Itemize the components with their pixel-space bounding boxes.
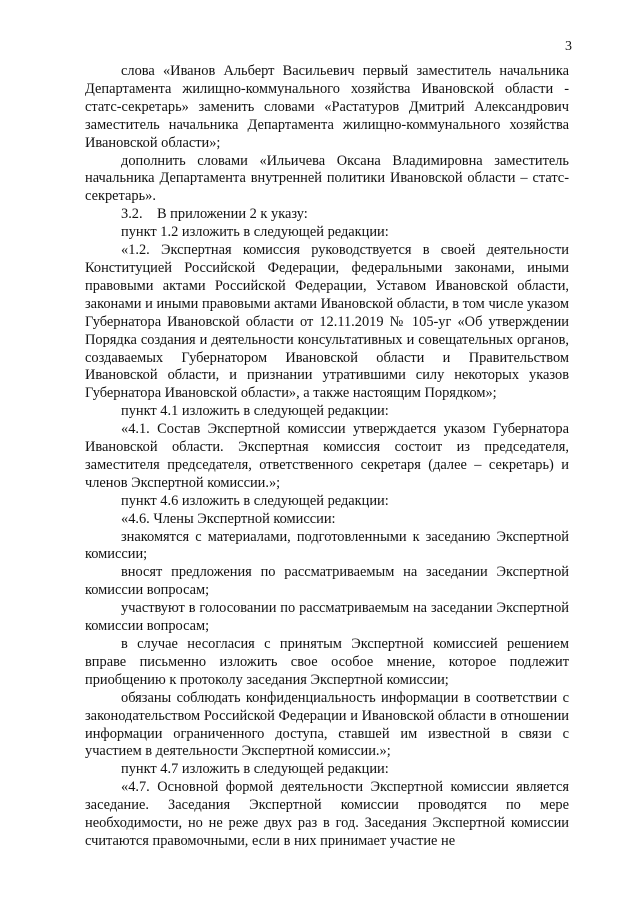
paragraph: 3.2. В приложении 2 к указу: (121, 206, 308, 223)
paragraph: дополнить словами «Ильичева Оксана Владимировна заместитель начальника Департамента внутренней политики Ивановской области – статс-секретарь». (85, 152, 569, 205)
paragraph: обязаны соблюдать конфиденциальность информации в соответствии с законодательством Российской Федерации и Ивановской области в отношении информации ограниченного доступа, ставшей им известной в связи с участием в деятельности Экспертной комиссии.»; (85, 689, 569, 760)
paragraph: пункт 1.2 изложить в следующей редакции: (121, 224, 389, 241)
paragraph: в случае несогласия с принятым Экспертной комиссией решением вправе письменно изложить свое особое мнение, которое подлежит приобщению к протоколу заседания Экспертной комиссии; (85, 636, 569, 688)
paragraph: пункт 4.6 изложить в следующей редакции: (121, 492, 389, 509)
paragraph: «4.6. Члены Экспертной комиссии: (121, 510, 336, 527)
paragraph: пункт 4.7 изложить в следующей редакции: (121, 761, 389, 778)
paragraph: пункт 4.1 изложить в следующей редакции: (121, 403, 389, 420)
paragraph: «4.7. Основной формой деятельности Экспертной комиссии является заседание. Заседания Экспертной комиссии проводятся по мере необходимости, но не реже двух раз в год. Заседания Экспертной комиссии считаются правомочными, если в них принимает участие не (85, 779, 569, 849)
page-number: 3 (565, 39, 572, 54)
paragraph: вносят предложения по рассматриваемым на заседании Экспертной комиссии вопросам; (85, 564, 569, 599)
paragraph: участвуют в голосовании по рассматриваемым на заседании Экспертной комиссии вопросам; (85, 600, 569, 635)
paragraph: знакомятся с материалами, подготовленными к заседанию Экспертной комиссии; (85, 528, 569, 563)
document-body (85, 63, 569, 851)
paragraph: «1.2. Экспертная комиссия руководствуется в своей деятельности Конституцией Российской Федерации, федеральными законами, иными правовыми актами Российской Федерации, Уставом Ивановской области, законами и иными правовыми актами Ивановской области, в том числе указом Губернатора Ивановской области от 12.11.2019 № 105-уг «Об утверждении Порядка создания и деятельности консультативных и совещательных органов, создаваемых Губернатором Ивановской области и Правительством Ивановской области, и признании утратившими силу некоторых указов Губернатора Ивановской области», а также настоящим Порядком»; (85, 242, 569, 402)
paragraph: «4.1. Состав Экспертной комиссии утверждается указом Губернатора Ивановской области. Экспертная комиссия состоит из председателя, заместителя председателя, ответственного секретаря (далее – секретарь) и членов Экспертной комиссии.»; (85, 421, 569, 491)
paragraph: слова «Иванов Альберт Васильевич первый заместитель начальника Департамента жилищно-коммунального хозяйства Ивановской области - статс-секретарь» заменить словами «Растатуров Дмитрий Александрович заместитель начальника Департамента жилищно-коммунального хозяйства Ивановской области»; (85, 63, 569, 151)
